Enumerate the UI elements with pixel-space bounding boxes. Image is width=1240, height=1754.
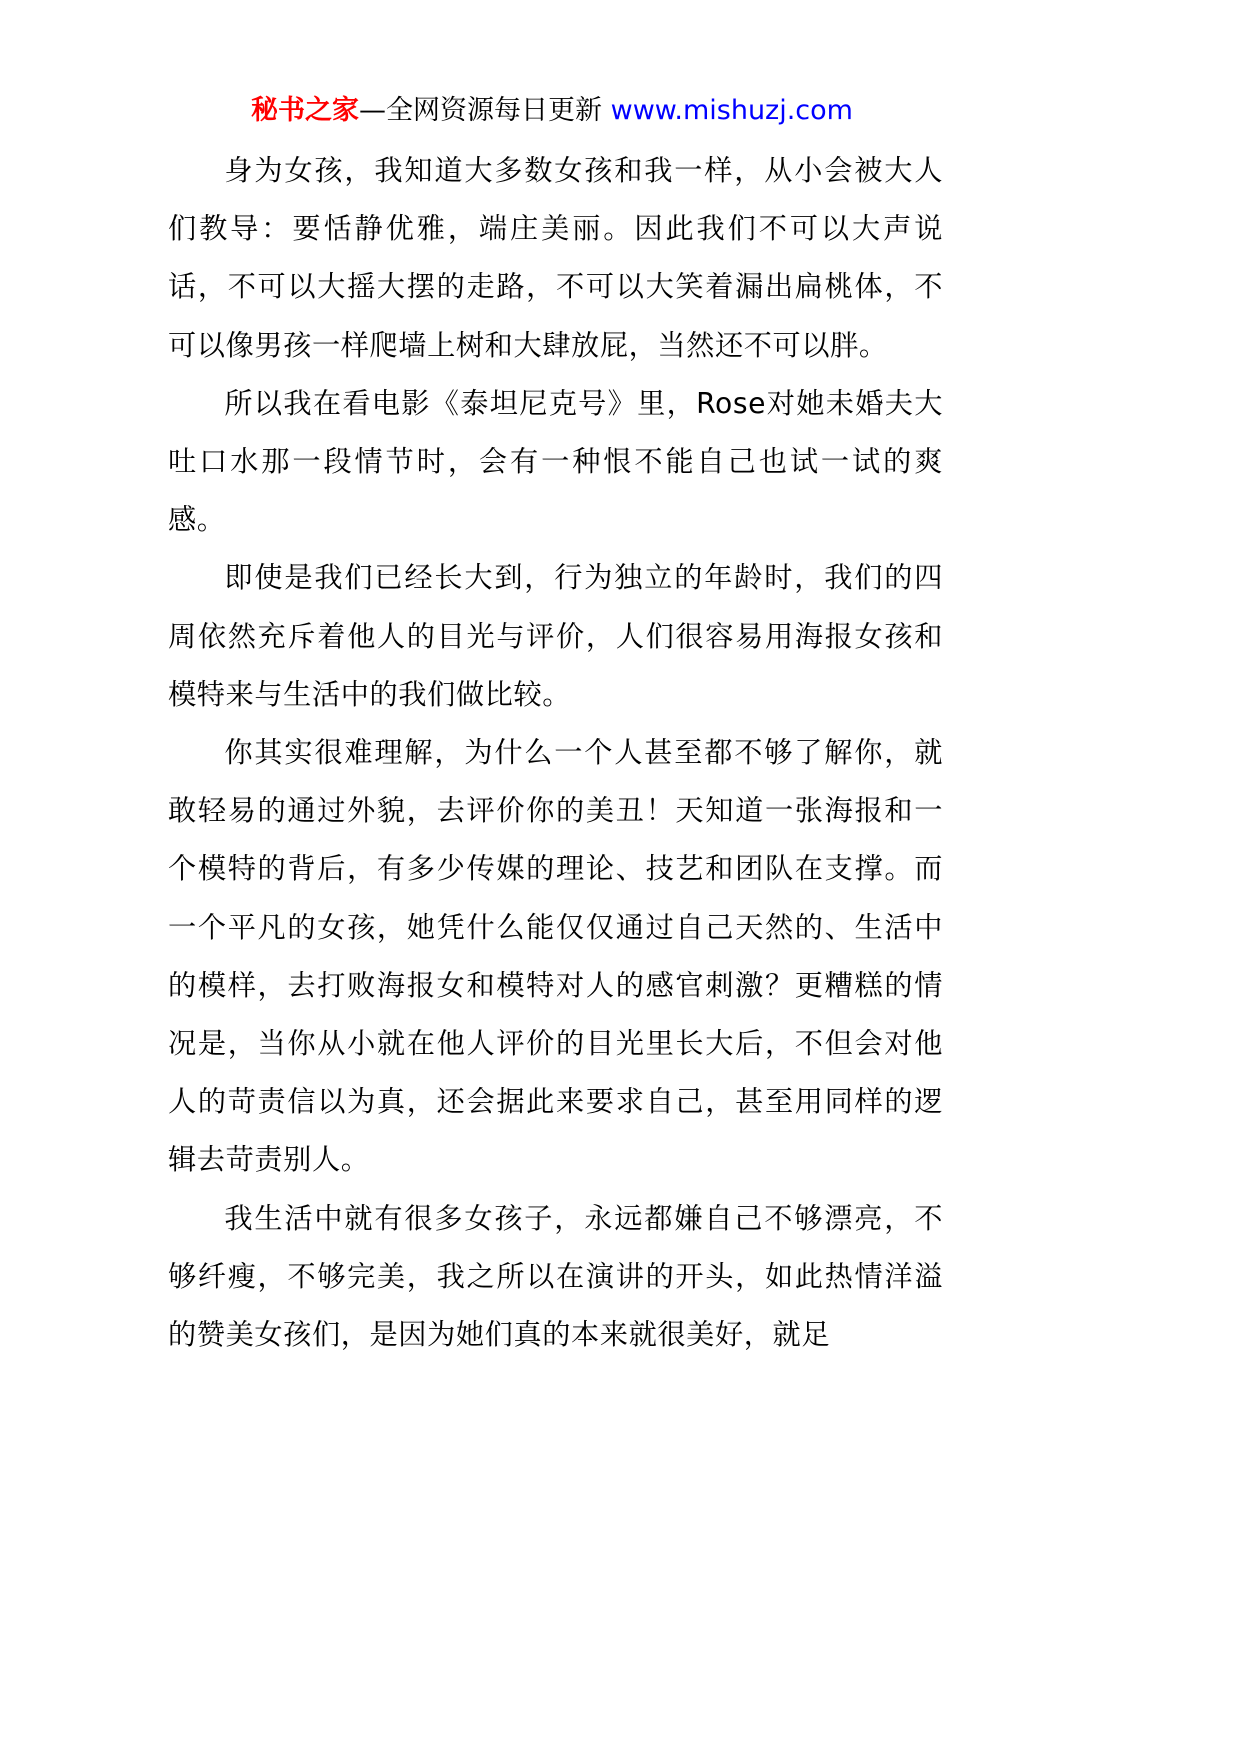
page-header xyxy=(0,88,1104,134)
paragraph: 我生活中就有很多女孩子，永远都嫌自己不够漂亮，不够纤瘦，不够完美，我之所以在演讲的开头，如此热情洋溢的赞美女孩们，是因为她们真的本来就很美好，就足 xyxy=(168,1201,943,1352)
paragraph: 身为女孩，我知道大多数女孩和我一样，从小会被大人们教导：要恬静优雅，端庄美丽。因此我们不可以大声说话，不可以大摇大摆的走路，不可以大笑着漏出扁桃体，不可以像男孩一样爬墙上树和大肆放屁，当然还不可以胖。 xyxy=(168,154,943,362)
paragraph: 你其实很难理解，为什么一个人甚至都不够了解你，就敢轻易的通过外貌，去评价你的美丑！天知道一张海报和一个模特的背后，有多少传媒的理论、技艺和团队在支撑。而一个平凡的女孩，她凭什么能仅仅通过自己天然的、生活中的模样，去打败海报女和模特对人的感官刺激？更糟糕的情况是，当你从小就在他人评价的目光里长大后，不但会对他人的苛责信以为真，还会据此来要求自己，甚至用同样的逻辑去苛责别人。 xyxy=(168,736,943,1177)
paragraph: 所以我在看电影《泰坦尼克号》里，Rose对她未婚夫大吐口水那一段情节时，会有一种恨不能自己也试一试的爽感。 xyxy=(168,386,943,537)
document-body xyxy=(168,142,943,1364)
header-tagline: —全网资源每日更新 xyxy=(359,95,611,126)
brand-name: 秘书之家 xyxy=(251,95,360,126)
paragraph: 即使是我们已经长大到，行为独立的年龄时，我们的四周依然充斥着他人的目光与评价，人们很容易用海报女孩和模特来与生活中的我们做比较。 xyxy=(168,561,943,711)
site-url-link[interactable]: www.mishuzj.com xyxy=(610,95,853,126)
